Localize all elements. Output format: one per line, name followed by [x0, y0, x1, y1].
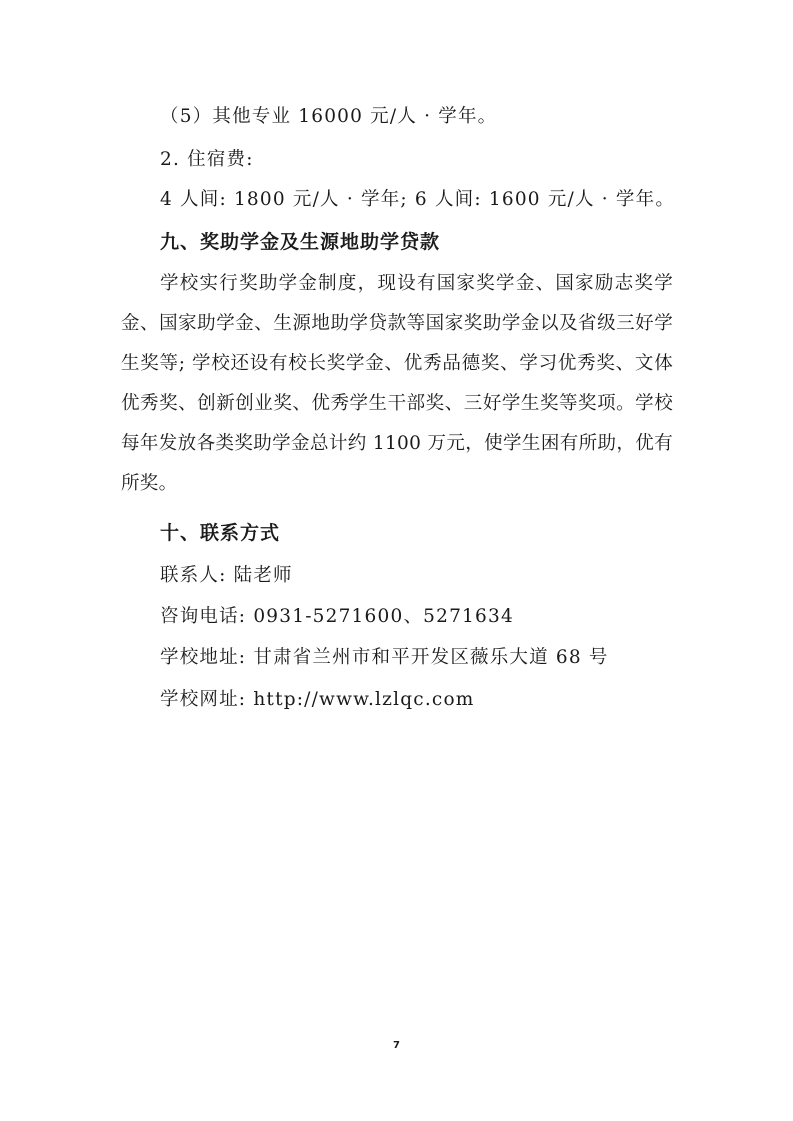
- page-number: 7: [393, 1040, 400, 1051]
- accommodation-detail: 4 人间: 1800 元/人 · 学年; 6 人间: 1600 元/人 · 学年。: [160, 189, 676, 210]
- contact-person: 联系人: 陆老师: [160, 565, 293, 586]
- consult-phone: 咨询电话: 0931-5271600、5271634: [160, 606, 514, 627]
- school-website: 学校网址: http://www.lzlqc.com: [160, 689, 475, 710]
- accommodation-label: 2. 住宿费:: [160, 149, 254, 170]
- tuition-other-line: （5）其他专业 16000 元/人 · 学年。: [160, 106, 498, 127]
- school-address: 学校地址: 甘肃省兰州市和平开发区薇乐大道 68 号: [160, 647, 609, 668]
- section-9-paragraph: 学校实行奖助学金制度，现设有国家奖学金、国家励志奖学金、国家助学金、生源地助学贷款等国家奖助学金以及省级三好学生奖等; 学校还设有校长奖学金、优秀品德奖、学习优秀奖、文体优秀奖、创新创业奖、优秀学生干部奖、三好学生奖等奖项。学校每年发放各类奖助学金总计约 1100 万元，使学生困有所助，优有所奖。: [121, 273, 673, 494]
- section-9-heading: 九、奖助学金及生源地助学贷款: [160, 231, 441, 253]
- section-10-heading: 十、联系方式: [160, 522, 281, 544]
